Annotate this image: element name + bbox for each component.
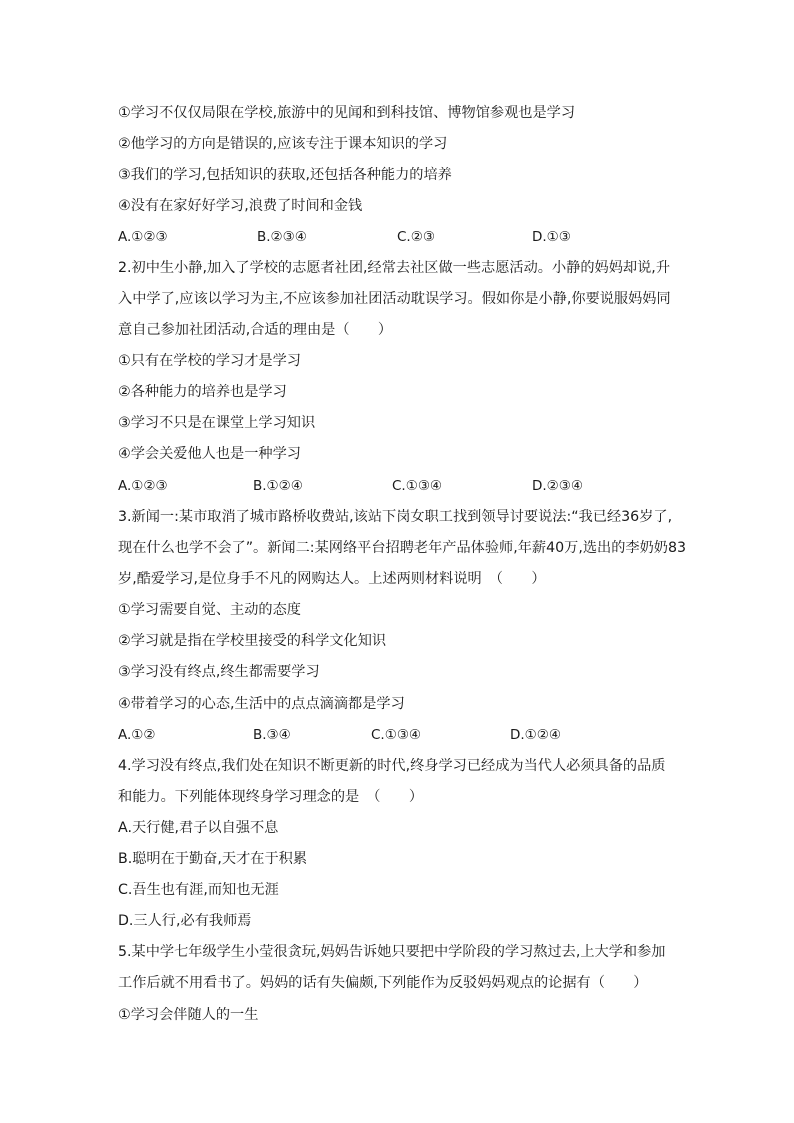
q2-option-a[interactable]: A.①②③ (118, 478, 168, 494)
q2-stem-line-2: 入中学了,应该以学习为主,不应该参加社团活动耽误学习。假如你是小静,你要说服妈妈同 (118, 291, 671, 307)
q1-options (118, 227, 688, 247)
q3-item-1: ①学习需要自觉、主动的态度 (118, 602, 301, 618)
q1-item-4: ④没有在家好好学习,浪费了时间和金钱 (118, 198, 363, 214)
q5-item-1: ①学习会伴随人的一生 (118, 1007, 259, 1023)
q2-stem-line-1: 2.初中生小静,加入了学校的志愿者社团,经常去社区做一些志愿活动。小静的妈妈却说,升 (118, 260, 671, 276)
q1-option-b[interactable]: B.②③④ (257, 229, 307, 245)
q3-option-b[interactable]: B.③④ (253, 727, 291, 743)
q3-item-3: ③学习没有终点,终生都需要学习 (118, 664, 320, 680)
q4-option-c[interactable]: C.吾生也有涯,而知也无涯 (118, 882, 279, 898)
q5-stem-line-1: 5.某中学七年级学生小莹很贪玩,妈妈告诉她只要把中学阶段的学习熬过去,上大学和参加 (118, 944, 666, 960)
q1-option-a[interactable]: A.①②③ (118, 229, 168, 245)
q3-item-2: ②学习就是指在学校里接受的科学文化知识 (118, 633, 387, 649)
q3-stem-line-2: 现在什么也学不会了”。新闻二:某网络平台招聘老年产品体验师,年薪40万,选出的李奶奶83 (118, 540, 687, 556)
q2-item-2: ②各种能力的培养也是学习 (118, 384, 287, 400)
q2-options (118, 476, 688, 496)
q3-item-4: ④带着学习的心态,生活中的点点滴滴都是学习 (118, 696, 405, 712)
q2-item-3: ③学习不只是在课堂上学习知识 (118, 415, 316, 431)
q3-option-a[interactable]: A.①② (118, 727, 156, 743)
q2-stem-line-3: 意自己参加社团活动,合适的理由是（ ） (118, 322, 393, 338)
q2-option-c[interactable]: C.①③④ (392, 478, 443, 494)
q4-option-b[interactable]: B.聪明在于勤奋,天才在于积累 (118, 851, 308, 867)
q4-stem-line-2: 和能力。下列能体现终身学习理念的是 （ ） (118, 789, 424, 805)
q1-option-c[interactable]: C.②③ (397, 229, 435, 245)
q2-item-1: ①只有在学校的学习才是学习 (118, 353, 301, 369)
q2-item-4: ④学会关爱他人也是一种学习 (118, 446, 301, 462)
q3-option-d[interactable]: D.①②④ (510, 727, 561, 743)
q4-option-d[interactable]: D.三人行,必有我师焉 (118, 913, 252, 929)
q2-option-d[interactable]: D.②③④ (532, 478, 583, 494)
q1-item-2: ②他学习的方向是错误的,应该专注于课本知识的学习 (118, 136, 448, 152)
q4-stem-line-1: 4.学习没有终点,我们处在知识不断更新的时代,终身学习已经成为当代人必须具备的品质 (118, 758, 666, 774)
q3-stem-line-1: 3.新闻一:某市取消了城市路桥收费站,该站下岗女职工找到领导讨要说法:“我已经36岁了, (118, 509, 673, 525)
q3-options (118, 725, 688, 745)
q1-item-1: ①学习不仅仅局限在学校,旅游中的见闻和到科技馆、博物馆参观也是学习 (118, 105, 576, 121)
q4-option-a[interactable]: A.天行健,君子以自强不息 (118, 820, 279, 836)
q3-option-c[interactable]: C.①③④ (371, 727, 422, 743)
q1-item-3: ③我们的学习,包括知识的获取,还包括各种能力的培养 (118, 167, 452, 183)
q5-stem-line-2: 工作后就不用看书了。妈妈的话有失偏颇,下列能作为反驳妈妈观点的论据有（ ） (118, 975, 648, 991)
q2-option-b[interactable]: B.①②④ (253, 478, 303, 494)
q1-option-d[interactable]: D.①③ (532, 229, 571, 245)
q3-stem-line-3: 岁,酷爱学习,是位身手不凡的网购达人。上述两则材料说明 （ ） (118, 571, 546, 587)
